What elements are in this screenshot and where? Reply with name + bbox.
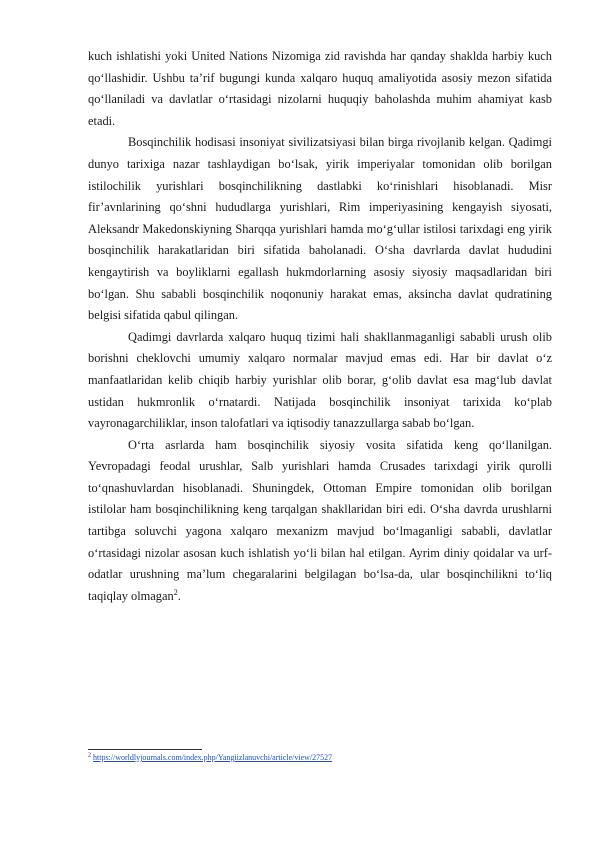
- paragraph-4: O‘rta asrlarda ham bosqinchilik siyosiy vosita sifatida keng qo‘llanilgan. Yevropadagi feodal urushlar, Salb yurishlari hamda Crusades tarixdagi yirik qurolli to‘qnashuvlardan hisoblanadi. Shuningdek, Ottoman Empire tomonidan olib borilgan istilolar ham bosqinchilikning keng tarqalgan shakllaridan biri edi. O‘sha davrda urushlarni tartibga soluvchi yagona xalqaro mexanizm mavjud bo‘lmaganligi sababli, davlatlar o‘rtasidagi nizolar asosan kuch ishlatish yo‘li bilan hal etilgan. Ayrim diniy qoidalar va urf-odatlar urushning ma’lum chegaralarini belgilagan bo‘lsa-da, ular bosqinchilikni to‘liq taqiqlay olmagan$^2$.: [88, 437, 552, 603]
- paragraph-3: Qadimgi davrlarda xalqaro huquq tizimi hali shakllanmaganligi sababli urush olib borishni cheklovchi umumiy xalqaro normalar mavjud emas edi. Har bir davlat o‘z manfaatlaridan kelib chiqib harbiy yurishlar olib borar, g‘olib davlat esa mag‘lub davlat ustidan hukmronlik o‘rnatardi. Natijada bosqinchilik insoniyat tarixida ko‘plab vayronagarchiliklar, inson talofatlari va iqtisodiy tanazzullarga sabab bo‘lgan.: [88, 329, 552, 431]
- footnote-marker: 2: [88, 752, 91, 759]
- footnote: [88, 753, 552, 763]
- paragraph-1: kuch ishlatishi yoki United Nations Nizomiga zid ravishda har qanday shaklda harbiy kuch qo‘llashidir. Ushbu ta’rif bugungi kunda xalqaro huquq amaliyotida asosiy mezon sifatida qo‘llaniladi va davlatlar o‘rtasidagi nizolarni huquqiy baholashda muhim ahamiyat kasb etadi.: [88, 49, 552, 128]
- paragraph-4-text: O‘rta asrlarda ham bosqinchilik siyosiy vosita sifatida keng qo‘llanilgan. Yevropadagi feodal urushlar, Salb yurishlari hamda Crusades tarixdagi yirik qurolli to‘qnashuvlardan hisoblanadi. Shuningdek, Ottoman Empire tomonidan olib borilgan istilolar ham bosqinchilikning keng tarqalgan shakllaridan biri edi. O‘sha davrda urushlarni tartibga soluvchi yagona xalqaro mexanizm mavjud bo‘lmaganligi sababli, davlatlar o‘rtasidagi nizolar asosan kuch ishlatish yo‘li bilan hal etilgan. Ayrim diniy qoidalar va urf-odatlar urushning ma’lum chegaralarini belgilagan bo‘lsa-da, ular bosqinchilikni to‘liq taqiqlay olmagan: [88, 437, 552, 603]
- body-text: [88, 46, 552, 607]
- footnote-link[interactable]: https://worldlyjournals.com/index.php/Yangiizlanuvchi/article/view/27527: [93, 753, 333, 762]
- paragraph-2: Bosqinchilik hodisasi insoniyat sivilizatsiyasi bilan birga rivojlanib kelgan. Qadimgi dunyo tarixiga nazar tashlaydigan bo‘lsak, yirik imperiyalar tomonidan olib borilgan istilochilik yurishlari bosqinchilikning dastlabki ko‘rinishlari hisoblanadi. Misr fir’avnlarining qo‘shni hududlarga yurishlari, Rim imperiyasining kengayish siyosati, Aleksandr Makedonskiyning Sharqqa yurishlari hamda mo‘g‘ullar istilosi tarixdagi eng yirik bosqinchilik harakatlaridan biri sifatida baholanadi. O‘sha davrlarda davlat hududini kengaytirish va boyliklarni egallash hukmdorlarning asosiy siyosiy maqsadlaridan biri bo‘lgan. Shu sababli bosqinchilik noqonuniy harakat emas, aksincha davlat qudratining belgisi sifatida qabul qilingan.: [88, 135, 552, 323]
- footnote-reference[interactable]: 2: [173, 587, 178, 597]
- footnote-divider: [88, 749, 202, 750]
